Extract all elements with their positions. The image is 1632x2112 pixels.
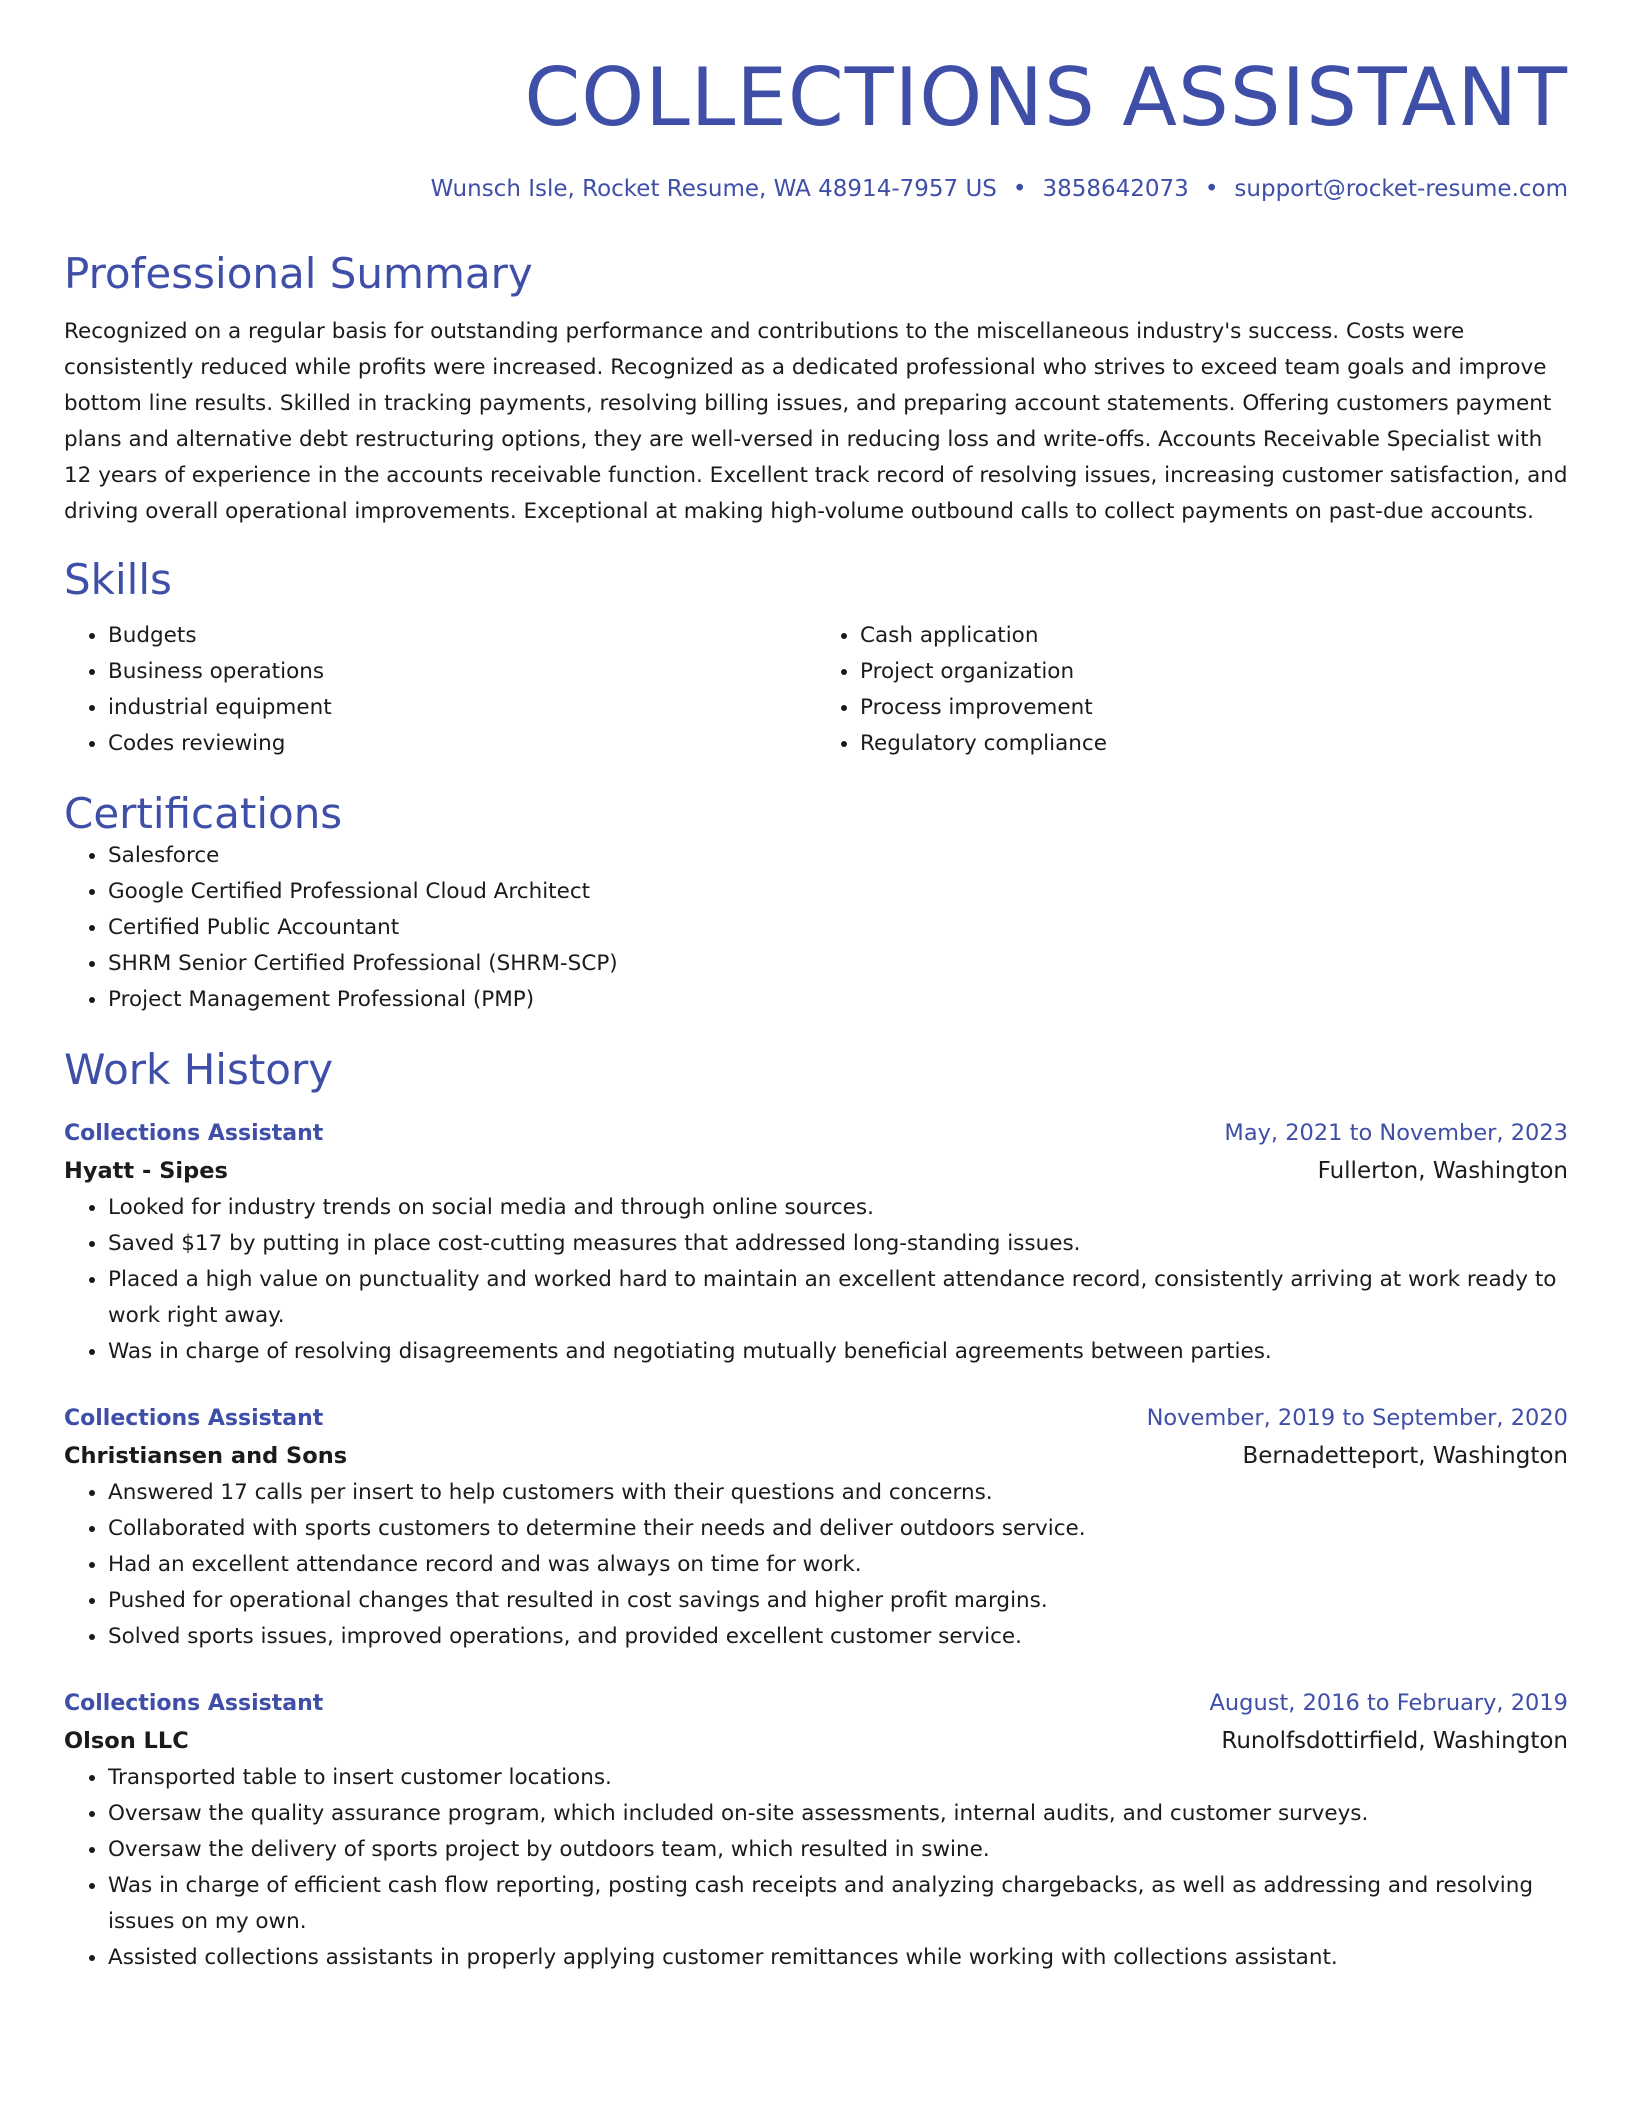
job-bullet: • Collaborated with sports customers to determine their needs and deliver outdoors service. xyxy=(108,1511,1568,1547)
job-entry xyxy=(64,1115,1568,1370)
certification-item: • Salesforce xyxy=(108,838,1568,874)
job-company: Hyatt - Sipes xyxy=(64,1157,228,1184)
job-title: Collections Assistant xyxy=(64,1405,324,1431)
skills-column-left xyxy=(64,618,816,762)
job-bullet: • Oversaw the delivery of sports project by outdoors team, which resulted in swine. xyxy=(108,1832,1568,1868)
contact-separator: • xyxy=(1012,176,1027,202)
work-history-heading: Work History xyxy=(64,1045,334,1095)
job-bullet: • Saved $17 by putting in place cost-cutting measures that addressed long-standing issues. xyxy=(108,1226,1568,1262)
contact-line xyxy=(64,176,1568,204)
job-location: Bernadetteport, Washington xyxy=(1242,1442,1568,1469)
job-bullets xyxy=(64,1190,1568,1370)
job-bullet: • Answered 17 calls per insert to help customers with their questions and concerns. xyxy=(108,1475,1568,1511)
contact-email[interactable]: support@rocket-resume.com xyxy=(1234,176,1568,202)
certification-item: • Google Certified Professional Cloud Architect xyxy=(108,874,1568,910)
job-bullets xyxy=(64,1760,1568,1976)
summary-heading: Professional Summary xyxy=(64,248,533,298)
skill-item: • Regulatory compliance xyxy=(860,726,1568,762)
certifications-list xyxy=(64,838,1568,1018)
skills-list xyxy=(64,618,1568,762)
job-bullet: • Was in charge of resolving disagreements and negotiating mutually beneficial agreements between parties. xyxy=(108,1334,1568,1370)
job-dates: May, 2021 to November, 2023 xyxy=(1224,1119,1568,1146)
skill-item: • Cash application xyxy=(860,618,1568,654)
job-bullet: • Assisted collections assistants in properly applying customer remittances while working with collections assistant. xyxy=(108,1940,1568,1976)
certification-item: • Certified Public Accountant xyxy=(108,910,1568,946)
skill-item: • Business operations xyxy=(108,654,816,690)
skill-item: • Process improvement xyxy=(860,690,1568,726)
contact-separator: • xyxy=(1204,176,1219,202)
job-bullet: • Solved sports issues, improved operations, and provided excellent customer service. xyxy=(108,1619,1568,1655)
job-bullet: • Transported table to insert customer locations. xyxy=(108,1760,1568,1796)
job-company: Olson LLC xyxy=(64,1727,189,1754)
certification-item: • Project Management Professional (PMP) xyxy=(108,982,1568,1018)
job-bullet: • Looked for industry trends on social media and through online sources. xyxy=(108,1190,1568,1226)
job-location: Runolfsdottirfield, Washington xyxy=(1221,1727,1568,1754)
skills-column-right xyxy=(816,618,1568,762)
job-dates: November, 2019 to September, 2020 xyxy=(1146,1404,1568,1431)
job-title: Collections Assistant xyxy=(64,1690,324,1716)
job-title: Collections Assistant xyxy=(64,1120,324,1146)
skill-item: • industrial equipment xyxy=(108,690,816,726)
resume-page xyxy=(64,0,1568,1976)
contact-address: Wunsch Isle, Rocket Resume, WA 48914-7957 US xyxy=(430,176,997,202)
job-bullet: • Had an excellent attendance record and was always on time for work. xyxy=(108,1547,1568,1583)
contact-phone: 3858642073 xyxy=(1042,176,1189,202)
job-location: Fullerton, Washington xyxy=(1317,1157,1568,1184)
certification-item: • SHRM Senior Certified Professional (SHRM-SCP) xyxy=(108,946,1568,982)
skill-item: • Project organization xyxy=(860,654,1568,690)
job-bullet: • Placed a high value on punctuality and worked hard to maintain an excellent attendance record, consistently arriving at work ready to work right away. xyxy=(108,1262,1568,1334)
job-entry xyxy=(64,1685,1568,1976)
job-bullet: • Was in charge of efficient cash flow reporting, posting cash receipts and analyzing chargebacks, as well as addressing and resolving issues on my own. xyxy=(108,1868,1568,1940)
skills-heading: Skills xyxy=(64,554,172,604)
job-bullet: • Oversaw the quality assurance program, which included on-site assessments, internal audits, and customer surveys. xyxy=(108,1796,1568,1832)
summary-text: Recognized on a regular basis for outstanding performance and contributions to the miscellaneous industry's success. Costs were consistently reduced while profits were increased. Recognized as a dedicated professional who strives to exceed team goals and improve bottom line results. Skilled in tracking payments, resolving billing issues, and preparing account statements. Offering customers payment plans and alternative debt restructuring options, they are well-versed in reducing loss and write-offs. Accounts Receivable Specialist with 12 years of experience in the accounts receivable function. Excellent track record of resolving issues, increasing customer satisfaction, and driving overall operational improvements. Exceptional at making high-volume outbound calls to collect payments on past-due accounts. xyxy=(64,318,1568,524)
job-entry xyxy=(64,1400,1568,1655)
certifications-heading: Certifications xyxy=(64,789,343,839)
resume-name: COLLECTIONS ASSISTANT xyxy=(524,51,1568,144)
job-bullets xyxy=(64,1475,1568,1655)
skill-item: • Budgets xyxy=(108,618,816,654)
job-company: Christiansen and Sons xyxy=(64,1442,348,1469)
job-bullet: • Pushed for operational changes that resulted in cost savings and higher profit margins. xyxy=(108,1583,1568,1619)
skill-item: • Codes reviewing xyxy=(108,726,816,762)
job-dates: August, 2016 to February, 2019 xyxy=(1209,1689,1568,1716)
